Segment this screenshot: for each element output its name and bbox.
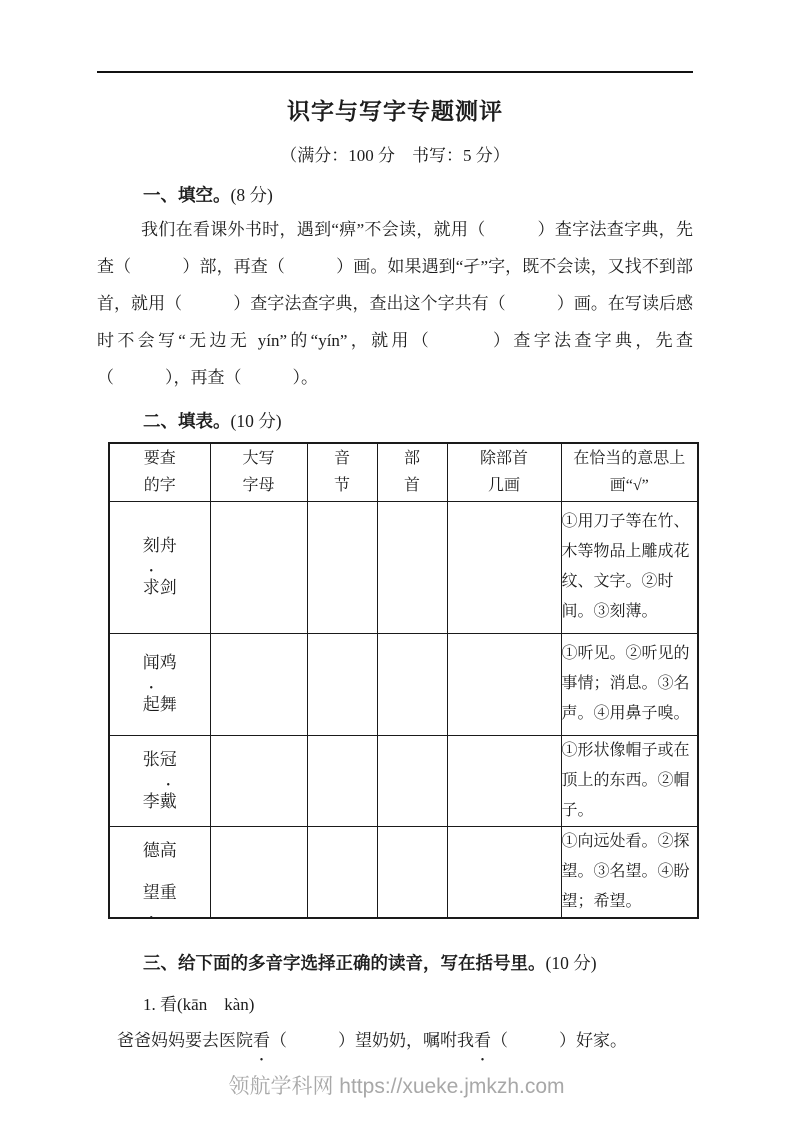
section-two-score: (10 分)	[230, 411, 282, 431]
meaning-cell: ①用刀子等在竹、木等物品上雕成花纹、文字。②时间。③刻薄。	[561, 501, 698, 633]
header-cell-capital-letter: 大写 字母	[210, 443, 307, 501]
blank-cell	[307, 501, 377, 633]
section-three-score: (10 分)	[545, 953, 597, 973]
blank-cell	[447, 633, 561, 735]
section-three-heading	[97, 951, 693, 976]
word-cell: 张冠 李戴	[109, 735, 210, 826]
blank-cell	[210, 633, 307, 735]
blank-cell	[210, 735, 307, 826]
section-one-heading	[97, 183, 693, 208]
fill-blank-paragraph: 我们在看课外书时，遇到“痹”不会读，就用（ ）查字法查字典，先查（ ）部，再查（ ）画。如果遇到“孑”字，既不会读，又找不到部首，就用（ ）查字法查字典，查出这个字共有（ ）画。在写读后感时不会写“无边无 yín”的“yín”，就用（ ）查字法查字典，先查（ ），再查（ ）。	[97, 220, 693, 387]
blank-cell	[307, 826, 377, 918]
table-row	[109, 826, 698, 918]
blank-cell	[307, 735, 377, 826]
blank-cell	[447, 735, 561, 826]
polyphone-sentence: 爸爸妈妈要去医院看（ ）望奶奶，嘱咐我看（ ）好家。	[117, 1031, 627, 1050]
blank-cell	[210, 501, 307, 633]
blank-cell	[377, 501, 447, 633]
word-cell: 德高 望重	[109, 826, 210, 918]
section-two-title: 二、填表。	[143, 411, 231, 431]
section-three-title: 三、给下面的多音字选择正确的读音，写在括号里。	[143, 953, 546, 973]
section-one-score: (8 分)	[230, 185, 273, 205]
blank-cell	[377, 633, 447, 735]
header-cell-word: 要查 的字	[109, 443, 210, 501]
header-cell-meaning-check: 在恰当的意思上 画“√”	[561, 443, 698, 501]
page-title: 识字与写字专题测评	[287, 99, 503, 124]
meaning-cell: ①形状像帽子或在顶上的东西。②帽子。	[561, 735, 698, 826]
meaning-cell: ①听见。②听见的事情；消息。③名声。④用鼻子嗅。	[561, 633, 698, 735]
blank-cell	[447, 501, 561, 633]
blank-cell	[307, 633, 377, 735]
lookup-table	[108, 442, 699, 919]
header-cell-radical: 部 首	[377, 443, 447, 501]
table-row	[109, 501, 698, 633]
word-cell: 闻鸡 起舞	[109, 633, 210, 735]
section-one-title: 一、填空。	[143, 185, 231, 205]
word-cell: 刻舟 求剑	[109, 501, 210, 633]
polyphone-item: 1. 看(kān kàn)	[143, 995, 255, 1014]
score-line: （满分：100 分 书写：5 分）	[280, 146, 510, 165]
blank-cell	[447, 826, 561, 918]
meaning-cell: ①向远处看。②探望。③名望。④盼望；希望。	[561, 826, 698, 918]
blank-cell	[377, 826, 447, 918]
table-header-row	[109, 443, 698, 501]
table-row	[109, 633, 698, 735]
header-cell-strokes: 除部首 几画	[447, 443, 561, 501]
watermark-footer: 领航学科网 https://xueke.jmkzh.com	[228, 1075, 565, 1098]
blank-cell	[377, 735, 447, 826]
top-rule	[97, 71, 693, 73]
section-two-heading	[97, 409, 693, 434]
header-cell-syllable: 音 节	[307, 443, 377, 501]
table-row	[109, 735, 698, 826]
blank-cell	[210, 826, 307, 918]
